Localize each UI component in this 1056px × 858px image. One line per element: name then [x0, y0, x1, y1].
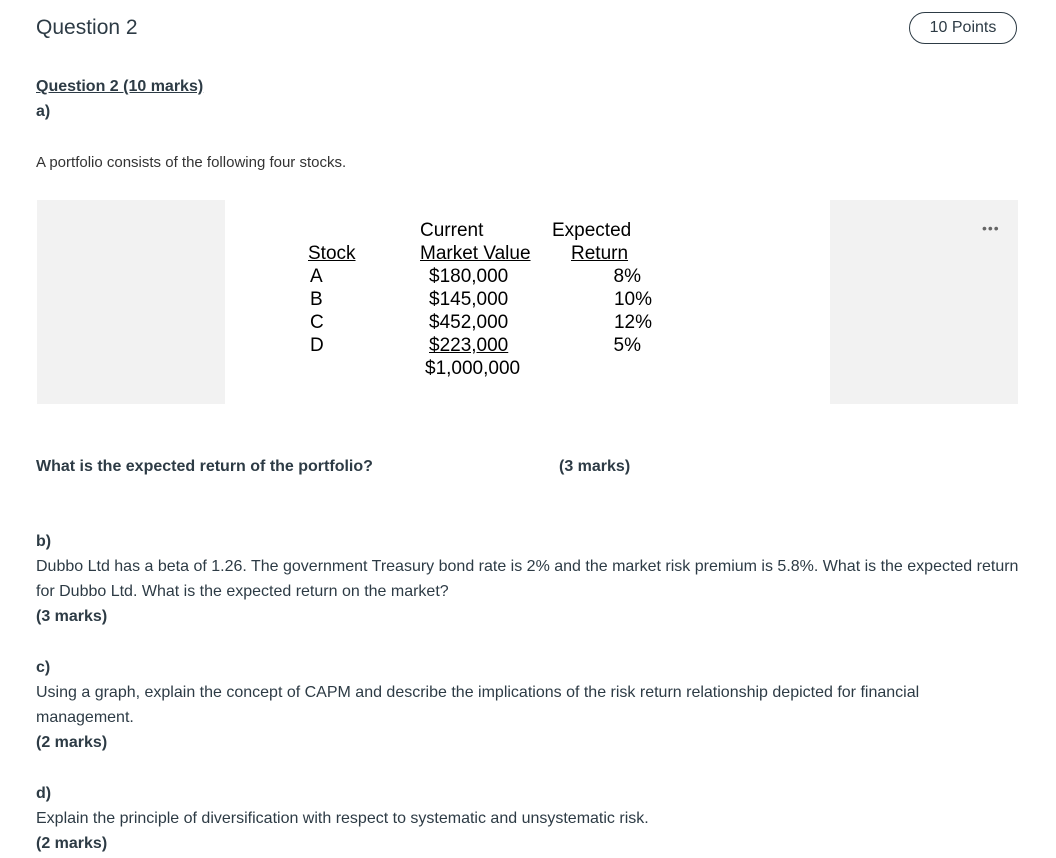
part-d-marks: (2 marks): [36, 835, 108, 852]
more-options-icon[interactable]: •••: [982, 220, 1000, 236]
part-b-text: Dubbo Ltd has a beta of 1.26. The government Treasury bond rate is 2% and the market risk premium is 5.8%. What is the expected return for Dubbo Ltd. What is the expected return on the market?: [36, 558, 1019, 600]
stock-c: C: [310, 312, 324, 333]
stock-column: [308, 242, 356, 357]
er-header-line2: [552, 242, 652, 265]
er-d: 5%: [613, 335, 641, 356]
market-value-column: [420, 219, 531, 380]
part-a-intro: A portfolio consists of the following four stocks.: [36, 154, 347, 171]
stock-header: Stock: [308, 243, 356, 264]
part-a-label: a): [36, 103, 51, 120]
expected-return-column: [552, 219, 652, 357]
mv-a: $180,000: [429, 266, 509, 287]
er-header-line2-text: Return: [571, 243, 629, 264]
part-d-label: d): [36, 785, 52, 802]
question-heading: Question 2 (10 marks): [36, 78, 204, 95]
stock-b: B: [310, 289, 323, 310]
part-c-label: c): [36, 659, 51, 676]
mv-d-value: $223,000: [429, 335, 509, 356]
er-header-line1: Expected: [552, 220, 632, 241]
part-a-marks: (3 marks): [559, 458, 631, 475]
image-panel-left: [37, 200, 225, 404]
question-title: Question 2: [36, 16, 138, 39]
mv-header-line2: Market Value: [420, 243, 531, 264]
part-a-question: What is the expected return of the portfolio?: [36, 458, 373, 475]
part-c-text: Using a graph, explain the concept of CAPM and describe the implications of the risk return relationship depicted for financial management.: [36, 684, 920, 726]
er-b: 10%: [613, 289, 652, 310]
mv-b: $145,000: [429, 289, 509, 310]
part-b-marks: (3 marks): [36, 608, 108, 625]
er-c: 12%: [613, 312, 652, 333]
part-c-marks: (2 marks): [36, 734, 108, 751]
part-b-label: b): [36, 533, 52, 550]
mv-c: $452,000: [429, 312, 509, 333]
er-a: 8%: [613, 266, 641, 287]
mv-total: $1,000,000: [425, 358, 521, 379]
stock-d: D: [310, 335, 324, 356]
mv-d: [420, 334, 531, 357]
points-badge: 10 Points: [909, 12, 1017, 44]
mv-header-line1: Current: [420, 220, 484, 241]
part-d-text: Explain the principle of diversification with respect to systematic and unsystematic risk.: [36, 810, 649, 827]
stock-a: A: [310, 266, 323, 287]
